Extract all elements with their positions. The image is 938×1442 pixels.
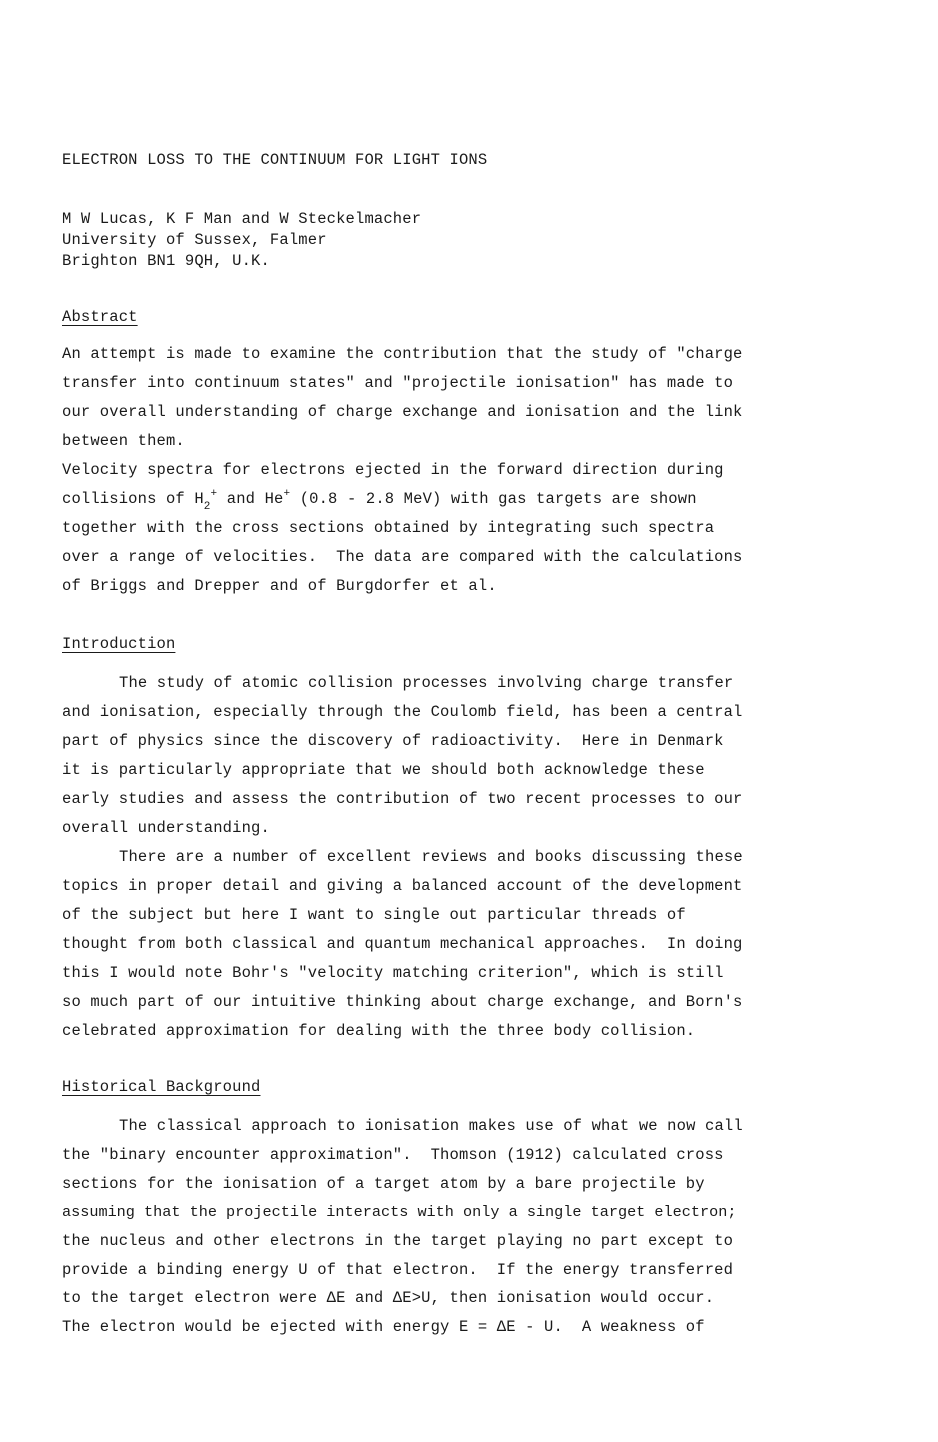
- abstract-line: between them.: [62, 432, 185, 450]
- abstract-line: transfer into continuum states" and "projectile ionisation" has made to: [62, 374, 734, 392]
- intro-line: overall understanding.: [62, 819, 270, 837]
- abstract-line: over a range of velocities. The data are compared with the calculations: [62, 548, 743, 566]
- paper-title: ELECTRON LOSS TO THE CONTINUUM FOR LIGHT IONS: [62, 151, 488, 169]
- ion-text: (0.8 - 2.8 MeV) with gas targets are shown: [290, 490, 697, 508]
- intro-line: thought from both classical and quantum mechanical approaches. In doing: [62, 935, 743, 953]
- historical-line: provide a binding energy U of that electron. If the energy transferred: [62, 1261, 734, 1279]
- author-names: M W Lucas, K F Man and W Steckelmacher: [62, 210, 422, 228]
- intro-line: of the subject but here I want to single out particular threads of: [62, 906, 686, 924]
- intro-line: topics in proper detail and giving a balanced account of the development: [62, 877, 743, 895]
- historical-line: The classical approach to ionisation makes use of what we now call: [119, 1117, 743, 1135]
- h2-charge-superscript: +: [210, 488, 218, 500]
- historical-line: assuming that the projectile interacts with only a single target electron;: [62, 1203, 737, 1221]
- abstract-line: together with the cross sections obtained by integrating such spectra: [62, 519, 715, 537]
- abstract-line: our overall understanding of charge exchange and ionisation and the link: [62, 403, 743, 421]
- abstract-line: An attempt is made to examine the contribution that the study of "charge: [62, 345, 743, 363]
- intro-line: it is particularly appropriate that we should both acknowledge these: [62, 761, 705, 779]
- author-address: Brighton BN1 9QH, U.K.: [62, 252, 270, 270]
- historical-line: the nucleus and other electrons in the target playing no part except to: [62, 1232, 734, 1250]
- historical-line: The electron would be ejected with energy E = ΔE - U. A weakness of: [62, 1318, 705, 1336]
- abstract-line-ions: [62, 488, 697, 513]
- intro-line: this I would note Bohr's "velocity matching criterion", which is still: [62, 964, 724, 982]
- intro-line: celebrated approximation for dealing with the three body collision.: [62, 1022, 696, 1040]
- author-affiliation: University of Sussex, Falmer: [62, 231, 327, 249]
- h2-subscript: 2: [203, 501, 211, 513]
- intro-line: There are a number of excellent reviews and books discussing these: [119, 848, 743, 866]
- he-charge-superscript: +: [283, 488, 291, 500]
- intro-line: early studies and assess the contribution of two recent processes to our: [62, 790, 743, 808]
- introduction-heading: Introduction: [62, 635, 176, 653]
- historical-line: sections for the ionisation of a target atom by a bare projectile by: [62, 1175, 705, 1193]
- intro-line: so much part of our intuitive thinking about charge exchange, and Born's: [62, 993, 743, 1011]
- abstract-line: of Briggs and Drepper and of Burgdorfer et al.: [62, 577, 497, 595]
- historical-line: the "binary encounter approximation". Thomson (1912) calculated cross: [62, 1146, 724, 1164]
- ion-text: collisions of H: [62, 490, 204, 508]
- intro-line: and ionisation, especially through the Coulomb field, has been a central: [62, 703, 743, 721]
- ion-text: and He: [217, 490, 284, 508]
- intro-line: part of physics since the discovery of radioactivity. Here in Denmark: [62, 732, 724, 750]
- abstract-heading: Abstract: [62, 308, 138, 326]
- abstract-line: Velocity spectra for electrons ejected in the forward direction during: [62, 461, 724, 479]
- intro-line: The study of atomic collision processes involving charge transfer: [119, 674, 734, 692]
- historical-heading: Historical Background: [62, 1078, 261, 1096]
- historical-line: to the target electron were ΔE and ΔE>U, then ionisation would occur.: [62, 1289, 715, 1307]
